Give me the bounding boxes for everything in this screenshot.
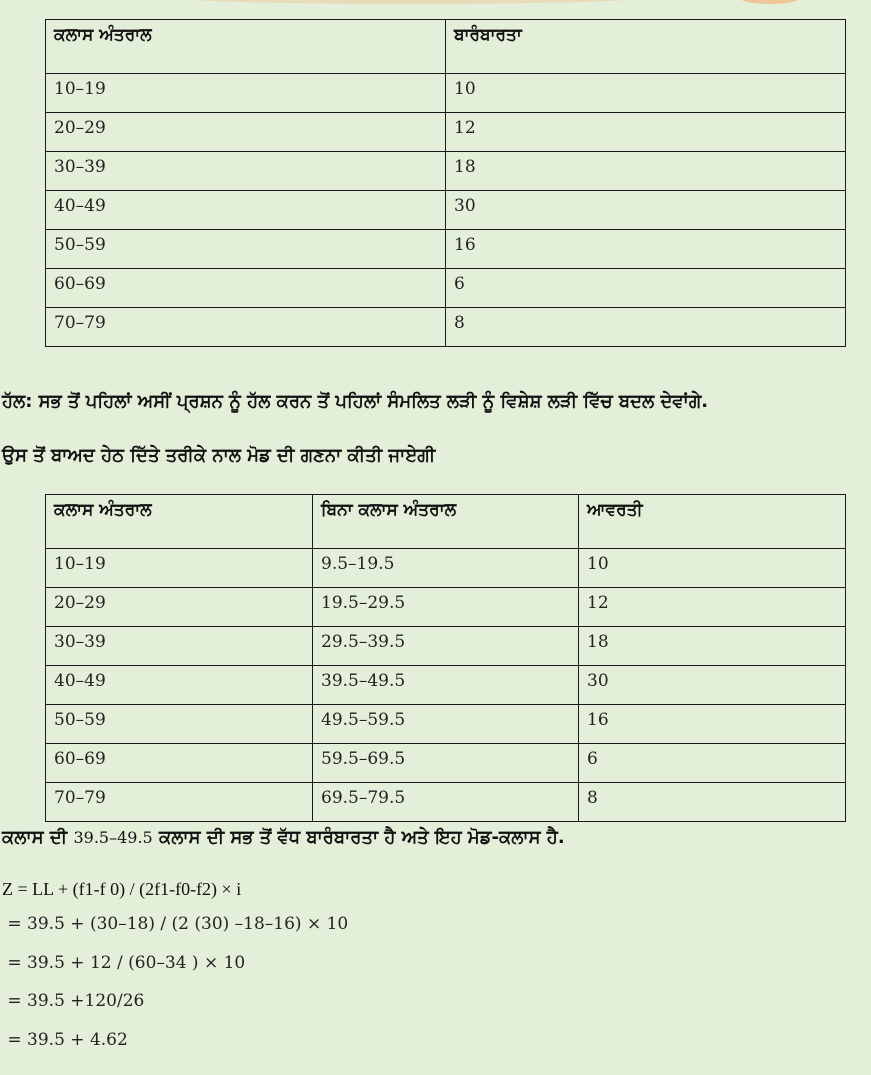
table-cell: 30: [446, 191, 846, 230]
table-cell: 50–59: [46, 230, 446, 269]
top-decoration: [0, 0, 871, 6]
table-row: [46, 152, 846, 191]
table-row: [46, 705, 846, 744]
table-row: [46, 269, 846, 308]
table-cell: 30: [579, 666, 846, 705]
table-cell: 6: [446, 269, 846, 308]
table-cell: 10: [446, 74, 846, 113]
table-cell: 20–29: [46, 588, 313, 627]
column-header: ਬਾਰੰਬਾਰਤਾ: [446, 20, 846, 74]
table-cell: 60–69: [46, 744, 313, 783]
table-row: [46, 588, 846, 627]
modal-class-value: 39.5–49.5: [73, 828, 153, 847]
table-cell: 10–19: [46, 549, 313, 588]
modal-class-suffix: ਕਲਾਸ ਦੀ ਸਭ ਤੋਂ ਵੱਧ ਬਾਰੰਬਾਰਤਾ ਹੈ ਅਤੇ ਇਹ ਮੋਡ-ਕਲਾਸ ਹੈ.: [152, 827, 565, 848]
column-header: ਬਿਨਾ ਕਲਾਸ ਅੰਤਰਾਲ: [313, 495, 579, 549]
table-cell: 39.5–49.5: [313, 666, 579, 705]
modal-class-prefix: ਕਲਾਸ ਦੀ: [2, 827, 74, 848]
table-cell: 18: [446, 152, 846, 191]
table-cell: 70–79: [46, 783, 313, 822]
table-row: [46, 744, 846, 783]
calculation-step: = 39.5 +120/26: [2, 991, 145, 1011]
table-cell: 19.5–29.5: [313, 588, 579, 627]
table-row: [46, 783, 846, 822]
column-header: ਕਲਾਸ ਅੰਤਰਾਲ: [46, 20, 446, 74]
calculation-step: = 39.5 + 4.62: [2, 1030, 128, 1050]
table-cell: 49.5–59.5: [313, 705, 579, 744]
table-cell: 6: [579, 744, 846, 783]
table-cell: 30–39: [46, 627, 313, 666]
table-cell: 40–49: [46, 666, 313, 705]
table-row: [46, 308, 846, 347]
class-boundary-table: [45, 494, 846, 822]
table-cell: 50–59: [46, 705, 313, 744]
table-cell: 59.5–69.5: [313, 744, 579, 783]
table-row: [46, 113, 846, 152]
table-row: [46, 666, 846, 705]
calculation-step: = 39.5 + (30–18) / (2 (30) –18–16) × 10: [2, 914, 349, 934]
table-cell: 9.5–19.5: [313, 549, 579, 588]
column-header: ਆਵਰਤੀ: [579, 495, 846, 549]
frequency-table: [45, 19, 846, 347]
table-cell: 8: [446, 308, 846, 347]
table-header-row: [46, 20, 846, 74]
table-row: [46, 191, 846, 230]
table-cell: 40–49: [46, 191, 446, 230]
mode-formula: Z = LL + (f1-f 0) / (2f1-f0-f2) × i: [2, 879, 242, 899]
table-row: [46, 74, 846, 113]
table-row: [46, 627, 846, 666]
table-cell: 29.5–39.5: [313, 627, 579, 666]
table-cell: 70–79: [46, 308, 446, 347]
column-header: ਕਲਾਸ ਅੰਤਰਾਲ: [46, 495, 313, 549]
table-cell: 18: [579, 627, 846, 666]
table-cell: 10–19: [46, 74, 446, 113]
calculation-step: = 39.5 + 12 / (60–34 ) × 10: [2, 953, 246, 973]
table-cell: 60–69: [46, 269, 446, 308]
table-cell: 30–39: [46, 152, 446, 191]
table-row: [46, 230, 846, 269]
table-header-row: [46, 495, 846, 549]
table-cell: 16: [446, 230, 846, 269]
table-cell: 16: [579, 705, 846, 744]
table-cell: 20–29: [46, 113, 446, 152]
table-cell: 69.5–79.5: [313, 783, 579, 822]
table-row: [46, 549, 846, 588]
solution-intro: ਹੱਲ: ਸਭ ਤੋਂ ਪਹਿਲਾਂ ਅਸੀਂ ਪ੍ਰਸ਼ਨ ਨੂੰ ਹੱਲ ਕਰਨ ਤੋਂ ਪਹਿਲਾਂ ਸੰਮਲਿਤ ਲੜੀ ਨੂੰ ਵਿਸ਼ੇਸ਼ ਲੜੀ ਵਿੱਚ ਬਦਲ ਦੇਵਾਂਗੇ.: [2, 391, 709, 412]
calculation-intro: ਉਸ ਤੋਂ ਬਾਅਦ ਹੇਠ ਦਿੱਤੇ ਤਰੀਕੇ ਨਾਲ ਮੋਡ ਦੀ ਗਣਨਾ ਕੀਤੀ ਜਾਏਗੀ: [2, 445, 436, 466]
table-cell: 12: [579, 588, 846, 627]
table-cell: 10: [579, 549, 846, 588]
table-cell: 8: [579, 783, 846, 822]
table-cell: 12: [446, 113, 846, 152]
modal-class-statement: [2, 826, 565, 850]
